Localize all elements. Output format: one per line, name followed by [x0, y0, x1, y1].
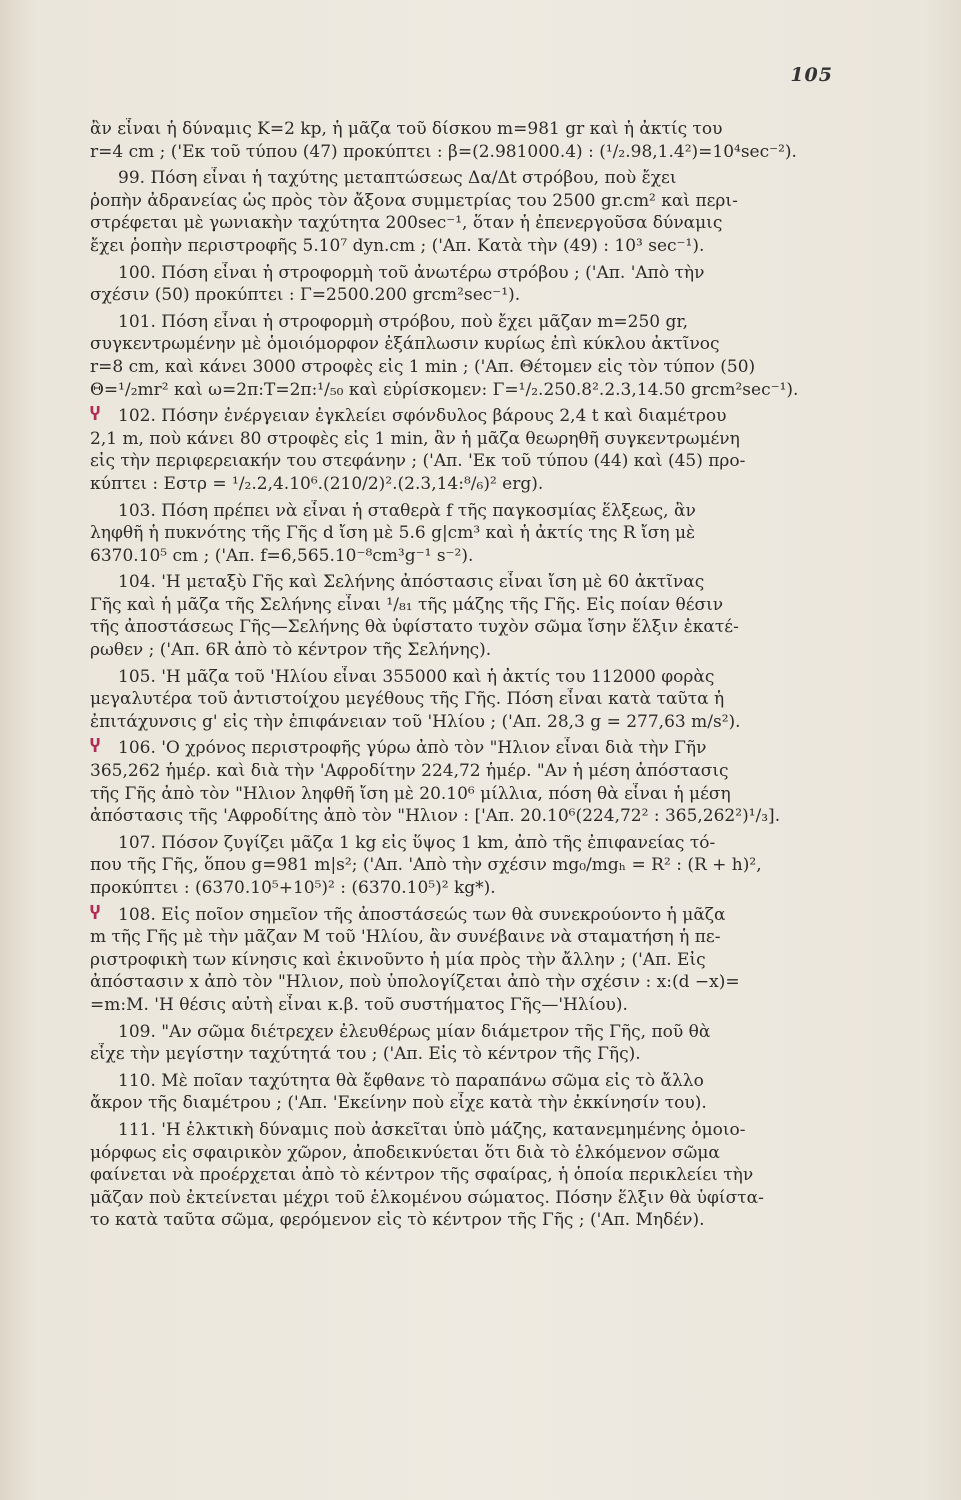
text-line: ριστροφικὴ των κίνησις καὶ ἐκινοῦντο ἡ μία πρὸς τὴν ἄλλην ; ('Απ. Εἰς: [90, 949, 706, 970]
text-line: 2,1 m, ποὺ κάνει 80 στροφὲς εἰς 1 min, ἂν ἡ μᾶζα θεωρηθῆ συγκεντρωμένη: [90, 428, 740, 449]
problem-p105: [90, 666, 868, 734]
text-line: στρέφεται μὲ γωνιακὴν ταχύτητα 200sec⁻¹, ὅταν ἡ ἐπενεργοῦσα δύναμις: [90, 213, 723, 234]
text-line: 104. 'Η μεταξὺ Γῆς καὶ Σελήνης ἀπόστασις εἶναι ἴση μὲ 60 ἀκτῖνας: [118, 572, 705, 593]
problem-p108: [90, 904, 868, 1017]
text-line: ρωθεν ; ('Απ. 6R ἀπὸ τὸ κέντρον τῆς Σελήνης).: [90, 640, 492, 661]
text-line: m τῆς Γῆς μὲ τὴν μᾶζαν M τοῦ 'Ηλίου, ἂν συνέβαινε νὰ σταματήση ἡ πε-: [90, 927, 721, 948]
text-line: 105. 'Η μᾶζα τοῦ 'Ηλίου εἶναι 355000 καὶ ἡ ἀκτίς του 112000 φορὰς: [118, 666, 715, 687]
text-line: 6370.10⁵ cm ; ('Απ. f=6,565.10⁻⁸cm³g⁻¹ s⁻²).: [90, 545, 474, 566]
text-line: Θ=¹/₂mr² καὶ ω=2π:T=2π:¹/₅₀ καὶ εὑρίσκομεν: Γ=¹/₂.250.8².2.3,14.50 grcm²sec⁻¹).: [90, 379, 799, 400]
problem-p107: [90, 832, 868, 900]
problem-p101: [90, 311, 868, 401]
text-line: εἶχε τὴν μεγίστην ταχύτητά του ; ('Απ. Εἰς τὸ κέντρον τῆς Γῆς).: [90, 1044, 641, 1065]
text-line: =m:M. 'Η θέσις αὐτὴ εἶναι κ.β. τοῦ συστήματος Γῆς—'Ηλίου).: [90, 994, 628, 1015]
text-line: ἀπόστασιν x ἀπὸ τὸν "Ηλιον, ποὺ ὑπολογίζεται ἀπὸ τὴν σχέσιν : x:(d −x)=: [90, 972, 740, 993]
text-line: ἔχει ῥοπὴν περιστροφῆς 5.10⁷ dyn.cm ; ('Απ. Κατὰ τὴν (49) : 10³ sec⁻¹).: [90, 235, 705, 256]
text-line: 101. Πόση εἶναι ἡ στροφορμὴ στρόβου, ποὺ ἔχει μᾶζαν m=250 gr,: [118, 311, 689, 332]
problem-p106: [90, 737, 868, 827]
text-line: ἄκρον τῆς διαμέτρου ; ('Απ. 'Εκείνην ποὺ εἶχε κατὰ τὴν ἐκκίνησίν του).: [90, 1093, 707, 1114]
text-line: 108. Εἰς ποῖον σημεῖον τῆς ἀποστάσεώς των θὰ συνεκρούοντο ἡ μᾶζα: [118, 904, 726, 925]
text-line: μόρφως εἰς σφαιρικὸν χῶρον, ἀποδεικνύεται ὅτι διὰ τὸ ἑλκόμενον σῶμα: [90, 1142, 720, 1163]
text-line: 102. Πόσην ἐνέργειαν ἐγκλείει σφόνδυλος βάρους 2,4 t καὶ διαμέτρου: [118, 406, 727, 427]
text-line: φαίνεται νὰ προέρχεται ἀπὸ τὸ κέντρον τῆς σφαίρας, ἡ ὁποία περικλείει τὴν: [90, 1165, 754, 1186]
text-line: 365,262 ἡμέρ. καὶ διὰ τὴν 'Αφροδίτην 224,72 ἡμέρ. "Αν ἡ μέση ἀπόστασις: [90, 761, 729, 782]
problem-p103: [90, 500, 868, 568]
text-line: το κατὰ ταῦτα σῶμα, φερόμενον εἰς τὸ κέντρον τῆς Γῆς ; ('Απ. Μηδέν).: [90, 1210, 705, 1231]
text-line: μεγαλυτέρα τοῦ ἀντιστοίχου μεγέθους τῆς Γῆς. Πόση εἶναι κατὰ ταῦτα ἡ: [90, 689, 725, 710]
problem-cont: [90, 118, 868, 163]
problem-p102: [90, 405, 868, 495]
problem-p99: [90, 167, 868, 257]
text-line: προκύπτει : (6370.10⁵+10⁵)² : (6370.10⁵)² kg*).: [90, 878, 496, 898]
text-line: 100. Πόση εἶναι ἡ στροφορμὴ τοῦ ἀνωτέρω στρόβου ; ('Απ. 'Απὸ τὴν: [118, 262, 705, 283]
text-line: ῥοπὴν ἀδρανείας ὡς πρὸς τὸν ἄξονα συμμετρίας του 2500 gr.cm² καὶ περι-: [90, 190, 738, 211]
text-line: που τῆς Γῆς, ὅπου g=981 m|s²; ('Απ. 'Απὸ τὴν σχέσιν mg₀/mgₕ = R² : (R + h)²,: [90, 855, 762, 876]
problem-p104: [90, 571, 868, 661]
text-line: συγκεντρωμένην μὲ ὁμοιόμορφον ἐξάπλωσιν κυρίως ἐπὶ κύκλου ἀκτῖνος: [90, 334, 720, 355]
text-line: 109. "Αν σῶμα διέτρεχεν ἐλευθέρως μίαν διάμετρον τῆς Γῆς, ποῦ θὰ: [118, 1021, 711, 1042]
text-line: 103. Πόση πρέπει νὰ εἶναι ἡ σταθερὰ f τῆς παγκοσμίας ἕλξεως, ἂν: [118, 500, 696, 521]
text-line: 99. Πόση εἶναι ἡ ταχύτης μεταπτώσεως Δα/Δt στρόβου, ποὺ ἔχει: [118, 168, 677, 189]
text-line: τῆς Γῆς ἀπὸ τὸν "Ηλιον ληφθῆ ἴση μὲ 20.10⁶ μίλλια, πόση θὰ εἶναι ἡ μέση: [90, 783, 731, 804]
text-line: κύπτει : Eστρ = ¹/₂.2,4.10⁶.(210/2)².(2.3,14:⁸/₆)² erg).: [90, 473, 544, 494]
problem-p111: [90, 1119, 868, 1232]
text-line: 110. Μὲ ποῖαν ταχύτητα θὰ ἔφθανε τὸ παραπάνω σῶμα εἰς τὸ ἄλλο: [118, 1070, 704, 1091]
text-line: r=4 cm ; ('Εκ τοῦ τύπου (47) προκύπτει : β=(2.981000.4) : (¹/₂.98,1.4²)=10⁴sec⁻²).: [90, 141, 797, 162]
text-line: 106. 'Ο χρόνος περιστροφῆς γύρω ἀπὸ τὸν "Ηλιον εἶναι διὰ τὴν Γῆν: [118, 738, 707, 759]
handwritten-check-mark: Ⴤ: [90, 405, 101, 425]
text-line: ἐπιτάχυνσις g' εἰς τὴν ἐπιφάνειαν τοῦ 'Ηλίου ; ('Απ. 28,3 g = 277,63 m/s²).: [90, 711, 741, 732]
text-line: 107. Πόσον ζυγίζει μᾶζα 1 kg εἰς ὕψος 1 km, ἀπὸ τῆς ἐπιφανείας τό-: [118, 832, 716, 853]
text-line: Γῆς καὶ ἡ μᾶζα τῆς Σελήνης εἶναι ¹/₈₁ τῆς μάζης τῆς Γῆς. Εἰς ποίαν θέσιν: [90, 594, 724, 615]
problems-text: [90, 118, 868, 1236]
text-line: σχέσιν (50) προκύπτει : Γ=2500.200 grcm²sec⁻¹).: [90, 285, 521, 306]
text-line: r=8 cm, καὶ κάνει 3000 στροφὲς εἰς 1 min ; ('Απ. Θέτομεν εἰς τὸν τύπον (50): [90, 356, 756, 377]
text-line: εἰς τὴν περιφερειακήν του στεφάνην ; ('Απ. 'Εκ τοῦ τύπου (44) καὶ (45) προ-: [90, 451, 746, 472]
page-number: 105: [790, 64, 833, 86]
handwritten-check-mark: Ⴤ: [90, 904, 101, 924]
text-line: 111. 'Η ἑλκτικὴ δύναμις ποὺ ἀσκεῖται ὑπὸ μάζης, κατανεμημένης ὁμοιο-: [118, 1119, 746, 1140]
text-line: ἂν εἶναι ἡ δύναμις K=2 kp, ἡ μᾶζα τοῦ δίσκου m=981 gr καὶ ἡ ἀκτίς του: [90, 119, 723, 139]
problem-p100: [90, 262, 868, 307]
text-line: τῆς ἀποστάσεως Γῆς—Σελήνης θὰ ὑφίστατο τυχὸν σῶμα ἴσην ἕλξιν ἑκατέ-: [90, 617, 739, 638]
problem-p110: [90, 1070, 868, 1115]
handwritten-check-mark: Ⴤ: [90, 737, 101, 757]
text-line: ληφθῆ ἡ πυκνότης τῆς Γῆς d ἴση μὲ 5.6 g|cm³ καὶ ἡ ἀκτίς της R ἴση μὲ: [90, 523, 696, 544]
text-line: ἀπόστασις τῆς 'Αφροδίτης ἀπὸ τὸν "Ηλιον : ['Απ. 20.10⁶(224,72² : 365,262²)¹/₃].: [90, 806, 781, 827]
text-line: μᾶζαν ποὺ ἐκτείνεται μέχρι τοῦ ἑλκομένου σώματος. Πόσην ἕλξιν θὰ ὑφίστα-: [90, 1187, 764, 1208]
problem-p109: [90, 1021, 868, 1066]
